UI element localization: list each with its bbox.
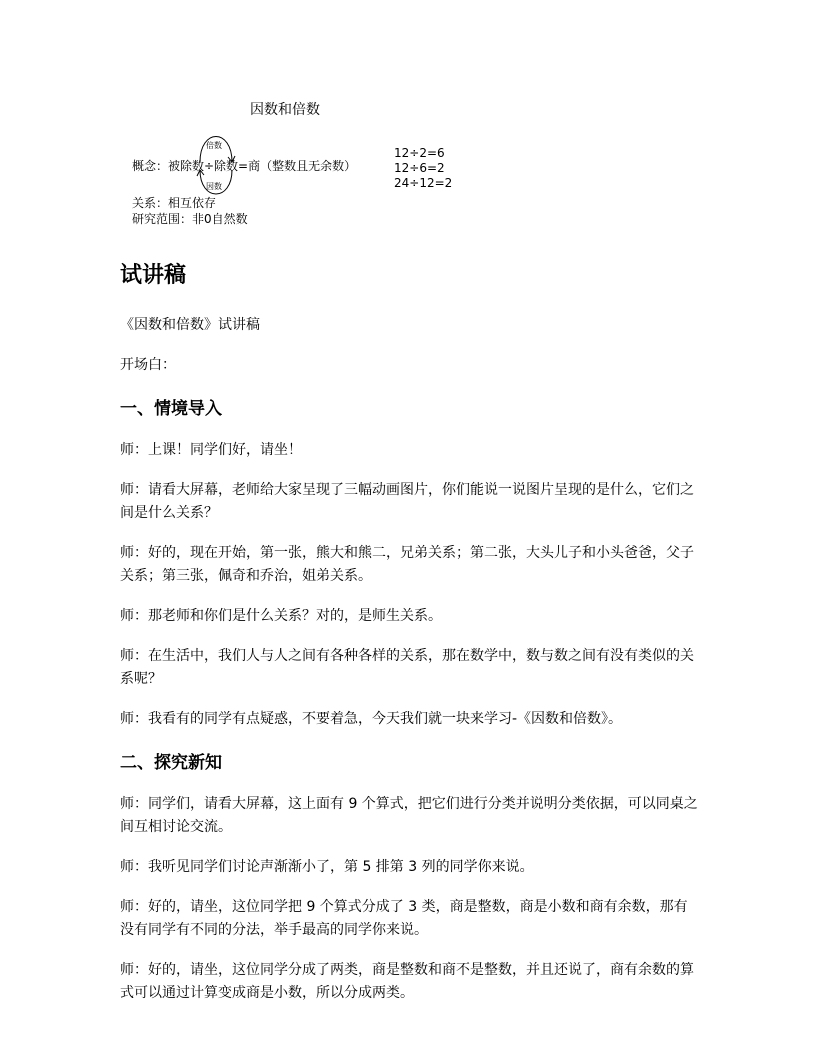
- paragraph: 《因数和倍数》试讲稿: [120, 317, 260, 333]
- scope-text: 研究范围：非0自然数: [132, 212, 248, 226]
- multiple-label: 倍数: [206, 141, 222, 150]
- diagram-title: 因数和倍数: [250, 102, 320, 118]
- relation-text: 关系：相互依存: [132, 196, 217, 210]
- paragraph: 师：好的，请坐，这位同学把 9 个算式分成了 3 类，商是整数，商是小数和商有余数，那有没有同学有不同的分法，举手最高的同学你来说。: [120, 899, 688, 938]
- document-body: [120, 314, 698, 1022]
- paragraph: 师：我听见同学们讨论声渐渐小了，第 5 排第 3 列的同学你来说。: [120, 859, 534, 875]
- paragraph: 师：好的，现在开始，第一张，熊大和熊二，兄弟关系；第二张，大头儿子和小头爸爸，父子关系；第三张，佩奇和乔治，姐弟关系。: [120, 545, 694, 584]
- equation-2: 12÷6=2: [394, 161, 445, 175]
- paragraph: 师：在生活中，我们人与人之间有各种各样的关系，那在数学中，数与数之间有没有类似的关系呢？: [120, 648, 694, 687]
- equation-1: 12÷2=6: [394, 146, 445, 160]
- paragraph: 师：好的，请坐，这位同学分成了两类，商是整数和商不是整数，并且还说了，商有余数的算式可以通过计算变成商是小数，所以分成两类。: [120, 962, 694, 1001]
- concept-text: 概念：被除数÷除数=商（整数且无余数）: [132, 159, 357, 173]
- equation-3: 24÷12=2: [394, 176, 453, 190]
- concept-diagram: [120, 90, 480, 230]
- paragraph: 师：上课！同学们好，请坐！: [120, 442, 302, 458]
- paragraph: 师：请看大屏幕，老师给大家呈现了三幅动画图片，你们能说一说图片呈现的是什么，它们之间是什么关系？: [120, 482, 694, 521]
- paragraph: 师：那老师和你们是什么关系？对的，是师生关系。: [120, 608, 442, 624]
- section-heading: 一、情境导入: [120, 399, 222, 419]
- factor-label: 因数: [206, 182, 222, 191]
- section-heading: 二、探究新知: [120, 753, 222, 773]
- paragraph: 师：我看有的同学有点疑惑，不要着急，今天我们就一块来学习-《因数和倍数》。: [120, 711, 623, 727]
- paragraph: 师：同学们，请看大屏幕，这上面有 9 个算式，把它们进行分类并说明分类依据，可以同桌之间互相讨论交流。: [120, 796, 698, 835]
- document-title: 试讲稿: [120, 263, 187, 288]
- paragraph: 开场白：: [120, 357, 176, 373]
